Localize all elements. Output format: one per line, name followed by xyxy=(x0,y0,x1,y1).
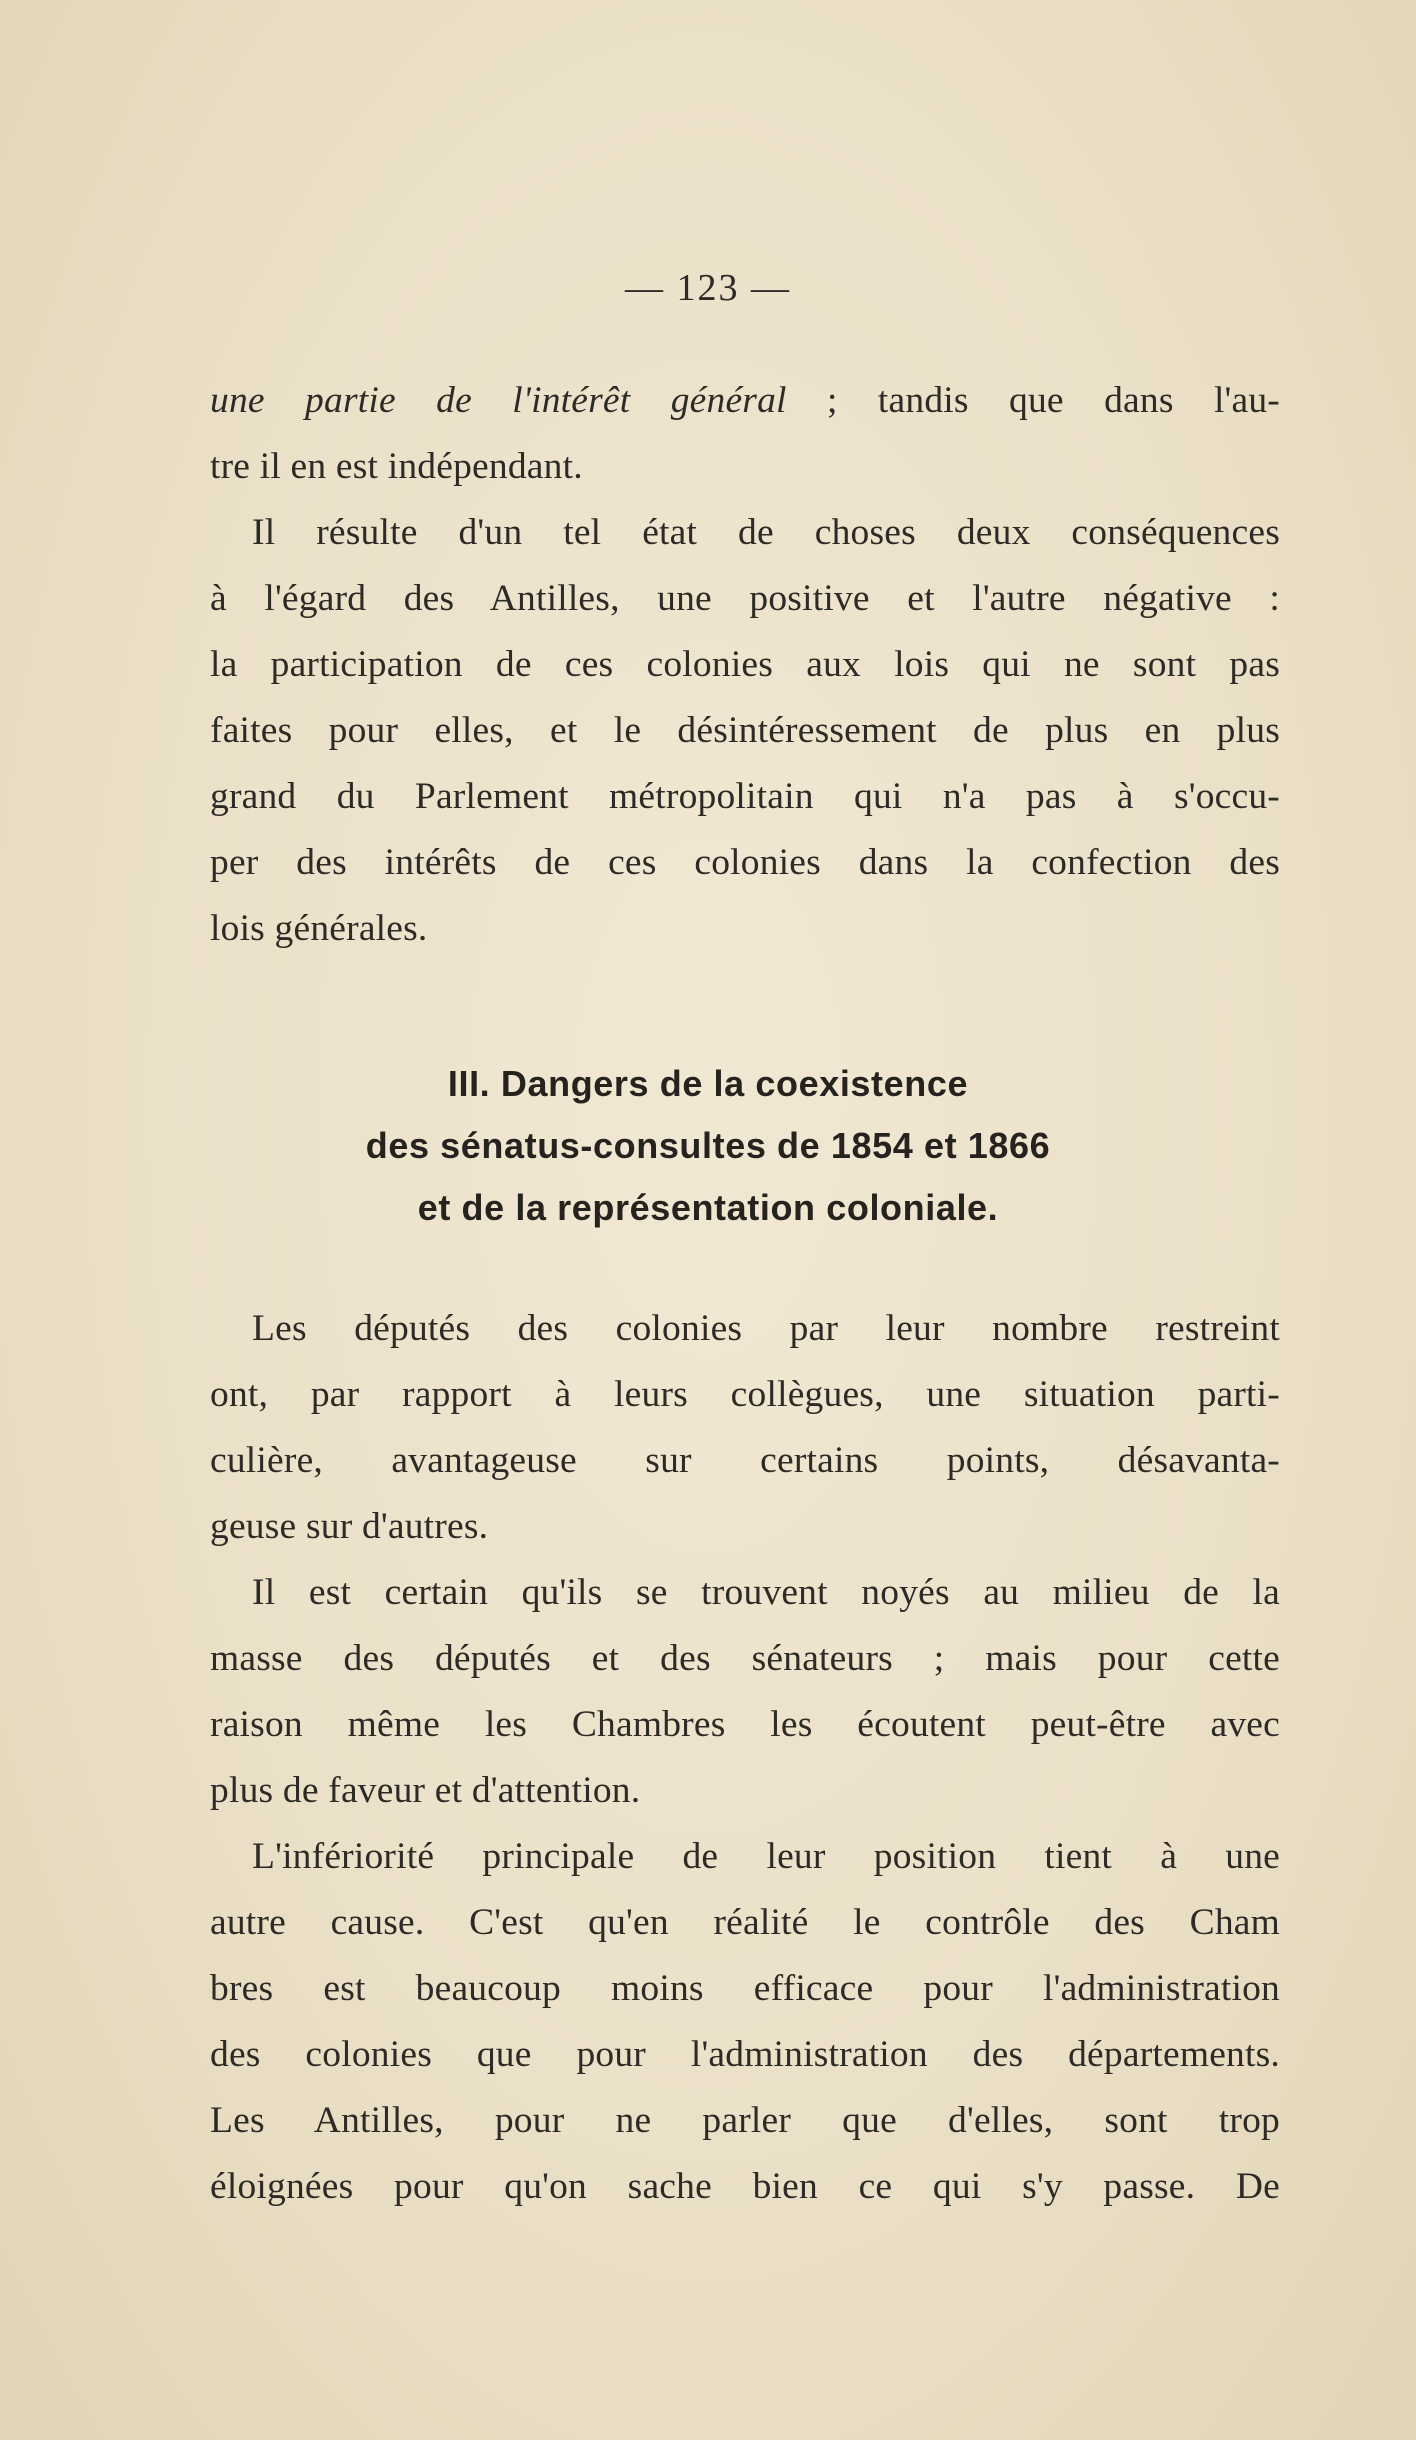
paragraph-line: plus de faveur et d'attention. xyxy=(210,1770,641,1811)
line-continuation: ; tandis que dans l'au- xyxy=(786,380,1280,421)
page-number: — 123 — xyxy=(625,267,791,309)
paragraph-line: per des intérêts de ces colonies dans la confection des xyxy=(210,842,1280,883)
paragraph-line: lois générales. xyxy=(210,908,428,949)
italic-phrase: une partie de l'intérêt général xyxy=(210,380,787,421)
paragraph-line xyxy=(210,368,1280,434)
text-block-lower xyxy=(210,1296,1280,2220)
paragraph-line: grand du Parlement métropolitain qui n'a pas à s'occu- xyxy=(210,776,1280,817)
section-heading-line: et de la représentation coloniale. xyxy=(417,1187,999,1228)
paragraph-line: Il résulte d'un tel état de choses deux conséquences xyxy=(252,512,1280,553)
paragraph-line: Il est certain qu'ils se trouvent noyés au milieu de la xyxy=(252,1572,1280,1613)
paragraph-line: faites pour elles, et le désintéressement de plus en plus xyxy=(210,710,1280,751)
paragraph-line: Les Antilles, pour ne parler que d'elles, sont trop xyxy=(210,2100,1280,2141)
section-heading-line: des sénatus-consultes de 1854 et 1866 xyxy=(365,1125,1051,1166)
text-block-upper xyxy=(210,368,1280,962)
paragraph-line: Les députés des colonies par leur nombre restreint xyxy=(252,1308,1280,1349)
paragraph-line: masse des députés et des sénateurs ; mais pour cette xyxy=(210,1638,1280,1679)
paragraph-line: L'infériorité principale de leur position tient à une xyxy=(252,1836,1280,1877)
paragraph-line: la participation de ces colonies aux lois qui ne sont pas xyxy=(210,644,1280,685)
paragraph-line: raison même les Chambres les écoutent peut-être avec xyxy=(210,1704,1280,1745)
section-heading xyxy=(0,1053,1416,1239)
paragraph-line: éloignées pour qu'on sache bien ce qui s'y passe. De xyxy=(210,2166,1280,2207)
paragraph-line: autre cause. C'est qu'en réalité le contrôle des Cham xyxy=(210,1902,1280,1943)
paragraph-line: bres est beaucoup moins efficace pour l'administration xyxy=(210,1968,1280,2009)
paragraph-line: des colonies que pour l'administration des départements. xyxy=(210,2034,1280,2075)
paragraph-line: à l'égard des Antilles, une positive et l'autre négative : xyxy=(210,578,1280,619)
section-heading-line: III. Dangers de la coexistence xyxy=(447,1063,969,1104)
paragraph-line: ont, par rapport à leurs collègues, une situation parti- xyxy=(210,1374,1280,1415)
paragraph-line: tre il en est indépendant. xyxy=(210,446,583,487)
paragraph-line: culière, avantageuse sur certains points, désavanta- xyxy=(210,1440,1280,1481)
paragraph-line: geuse sur d'autres. xyxy=(210,1506,489,1547)
